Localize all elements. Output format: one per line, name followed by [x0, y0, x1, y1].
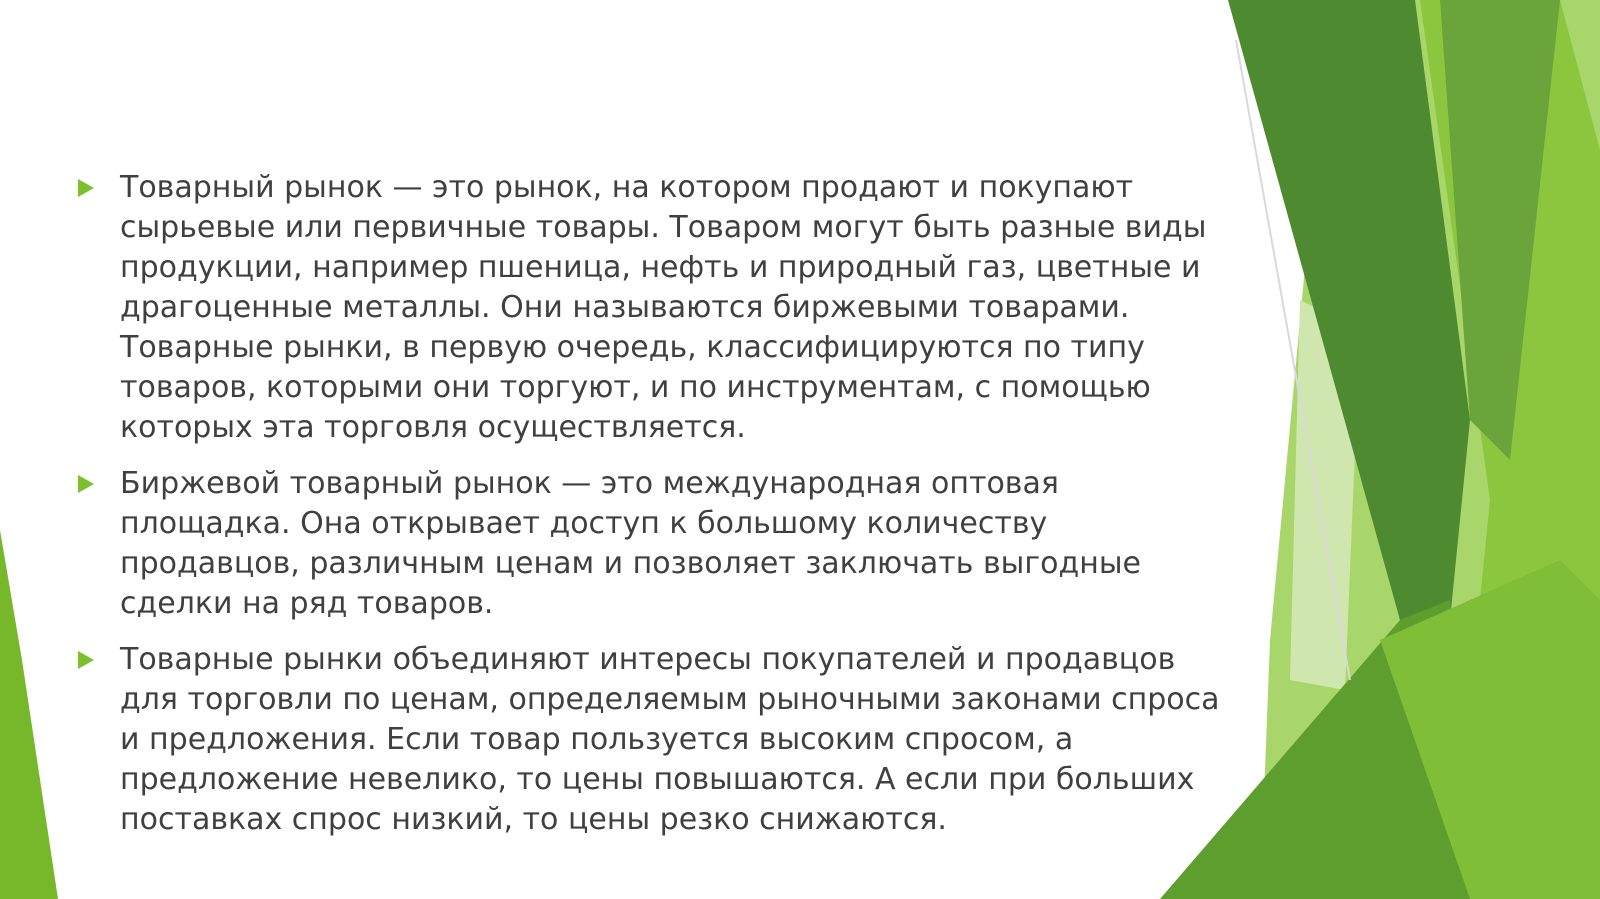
- bullet-list: [74, 168, 1234, 840]
- bullet-text: Товарные рынки объединяют интересы покупателей и продавцов для торговли по ценам, определяемым рыночными законами спроса и предложения. Если товар пользуется высоким спросом, а предложение невелико, то цены повышаются. А если при больших поставках спрос низкий, то цены резко снижаются.: [120, 642, 1220, 837]
- bullet-item: [74, 640, 1234, 840]
- triangle-bullet-icon: [78, 475, 94, 493]
- bullet-item: [74, 168, 1234, 448]
- bullet-item: [74, 464, 1234, 624]
- bullet-text: Товарный рынок — это рынок, на котором продают и покупают сырьевые или первичные товары. Товаром могут быть разные виды продукции, например пшеница, нефть и природный газ, цветные и драгоценные металлы. Они называются биржевыми товарами. Товарные рынки, в первую очередь, классифицируются по типу товаров, которыми они торгуют, и по инструментам, с помощью которых эта торговля осуществляется.: [120, 170, 1207, 445]
- left-green-strip: [0, 530, 58, 899]
- bullet-text: Биржевой товарный рынок — это международная оптовая площадка. Она открывает доступ к большому количеству продавцов, различным ценам и позволяет заключать выгодные сделки на ряд товаров.: [120, 466, 1141, 621]
- triangle-bullet-icon: [78, 651, 94, 669]
- triangle-bullet-icon: [78, 179, 94, 197]
- slide-content: [74, 168, 1234, 856]
